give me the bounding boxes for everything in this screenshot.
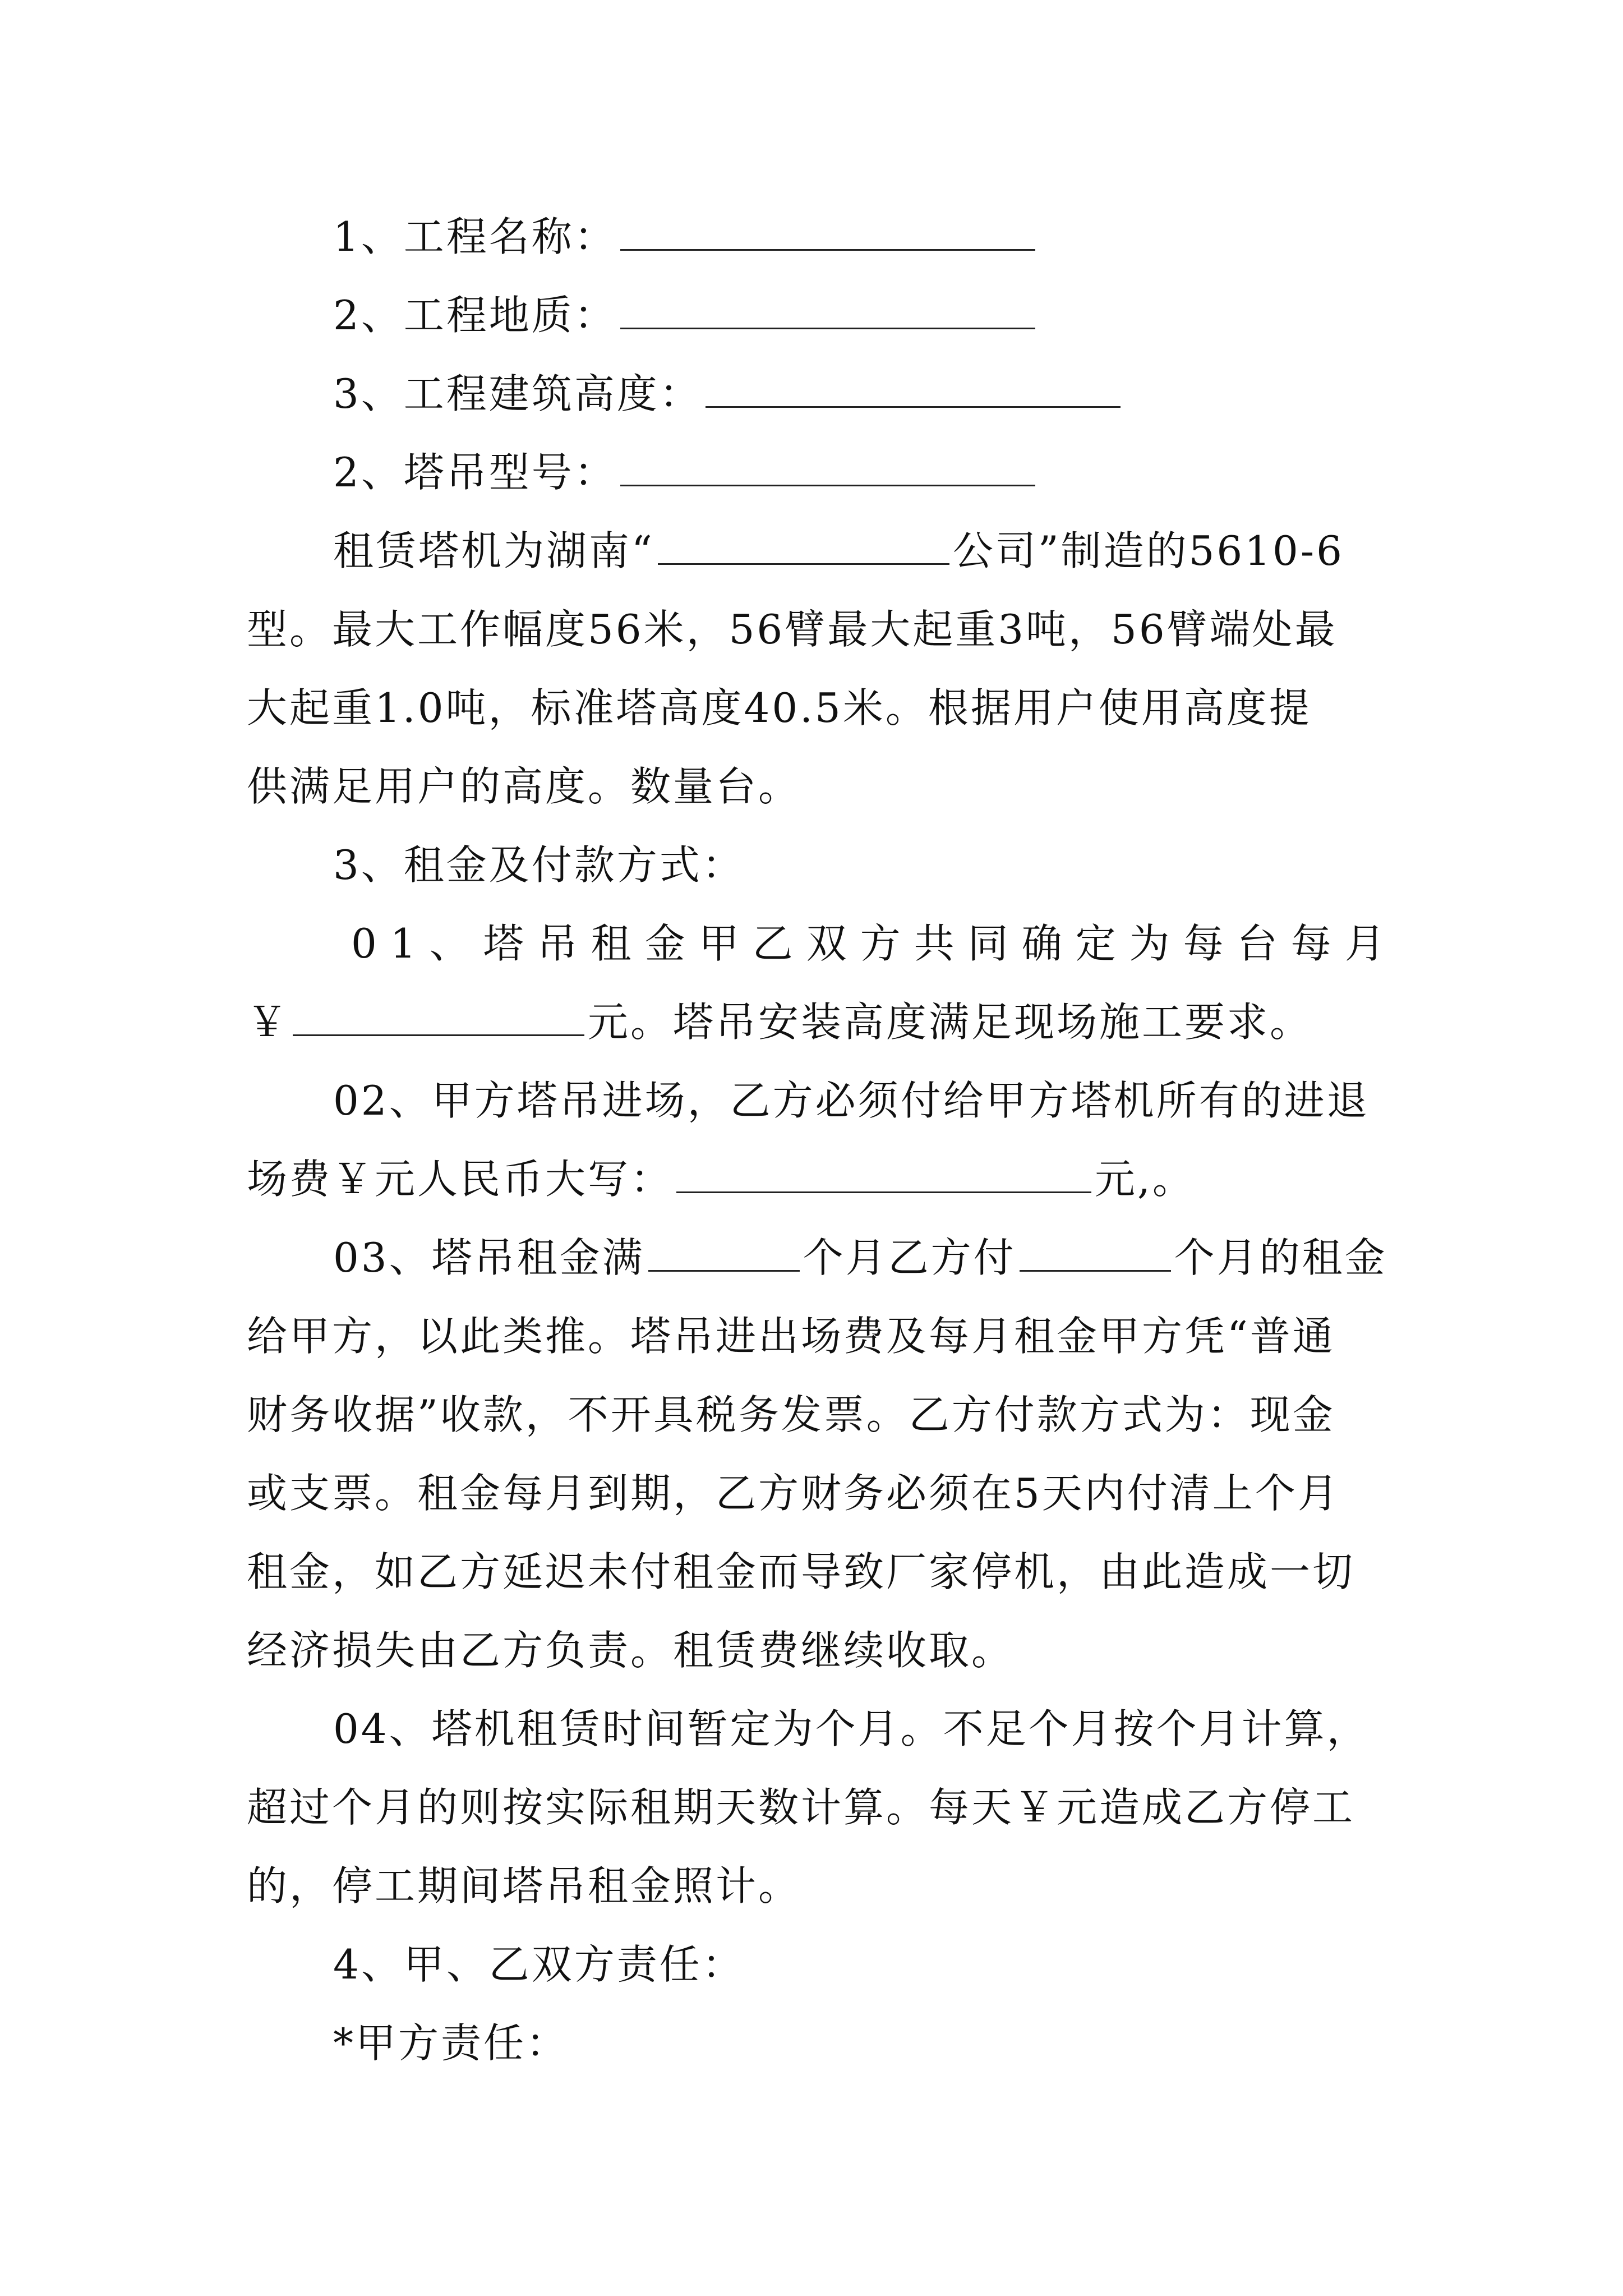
crane-model-line xyxy=(333,444,1477,500)
item03-line-1 xyxy=(333,1230,1477,1286)
manufacturer-blank[interactable] xyxy=(658,530,949,565)
item02-line-1: 02、甲方塔吊进场，乙方必须付给甲方塔机所有的进退 xyxy=(333,1077,1370,1124)
item01-line-1: 01、塔吊租金甲乙双方共同确定为每台每月 xyxy=(351,920,1399,967)
item03-text-a: 03、塔吊租金满 xyxy=(333,1234,645,1281)
machine-line-2: 型。最大工作幅度56米，56臂最大起重3吨，56臂端处最 xyxy=(247,606,1338,653)
item03-line-5: 租金，如乙方延迟未付租金而导致厂家停机，由此造成一切 xyxy=(247,1548,1355,1595)
yen-sign: ￥ xyxy=(247,999,290,1046)
project-height-line xyxy=(333,366,1477,422)
item03-text-c: 个月的租金 xyxy=(1174,1234,1387,1281)
months-full-blank[interactable] xyxy=(648,1236,800,1272)
responsibility-heading: 4、甲、乙双方责任： xyxy=(333,1941,745,1988)
party-a-heading: *甲方责任： xyxy=(333,2019,569,2067)
item03-line-4: 或支票。租金每月到期，乙方财务必须在5天内付清上个月 xyxy=(247,1470,1340,1517)
item02-text-post: 元,。 xyxy=(1095,1156,1195,1203)
item01-text-post: 元。塔吊安装高度满足现场施工要求。 xyxy=(588,999,1313,1046)
months-pay-blank[interactable] xyxy=(1020,1236,1171,1272)
project-name-line xyxy=(333,209,1477,265)
project-geology-line xyxy=(333,287,1477,343)
item01-line-2 xyxy=(247,994,1391,1050)
crane-model-label: 2、塔吊型号： xyxy=(333,449,617,496)
project-geology-label: 2、工程地质： xyxy=(333,292,617,339)
project-name-blank[interactable] xyxy=(620,215,1035,251)
item03-line-2: 给甲方，以此类推。塔吊进出场费及每月租金甲方凭“普通 xyxy=(247,1313,1335,1360)
machine-line-3: 大起重1.0吨，标准塔高度40.5米。根据用户使用高度提 xyxy=(247,684,1312,731)
item02-line-2 xyxy=(247,1151,1391,1207)
crane-model-blank[interactable] xyxy=(620,451,1035,486)
monthly-rent-blank[interactable] xyxy=(293,1001,584,1036)
item04-line-1: 04、塔机租赁时间暂定为个月。不足个月按个月计算， xyxy=(333,1705,1370,1752)
project-geology-blank[interactable] xyxy=(620,294,1035,329)
item03-line-3: 财务收据”收款，不开具税务发票。乙方付款方式为：现金 xyxy=(247,1391,1335,1438)
machine-line-1 xyxy=(333,523,1477,579)
machine-text-pre: 租赁塔机为湖南“ xyxy=(333,527,654,574)
project-height-label: 3、工程建筑高度： xyxy=(333,370,702,417)
item04-line-2: 超过个月的则按实际租期天数计算。每天￥元造成乙方停工 xyxy=(247,1784,1355,1831)
item02-text-pre: 场费￥元人民币大写： xyxy=(247,1156,674,1203)
project-height-blank[interactable] xyxy=(706,372,1121,408)
machine-text-post: 公司”制造的5610-6 xyxy=(952,527,1344,574)
item03-text-b: 个月乙方付 xyxy=(803,1234,1016,1281)
machine-line-4: 供满足用户的高度。数量台。 xyxy=(247,763,801,810)
amount-in-words-blank[interactable] xyxy=(676,1158,1091,1193)
payment-heading: 3、租金及付款方式： xyxy=(333,841,745,889)
project-name-label: 1、工程名称： xyxy=(333,213,617,260)
item03-line-6: 经济损失由乙方负责。租赁费继续收取。 xyxy=(247,1627,1015,1674)
item04-line-3: 的，停工期间塔吊租金照计。 xyxy=(247,1862,801,1910)
